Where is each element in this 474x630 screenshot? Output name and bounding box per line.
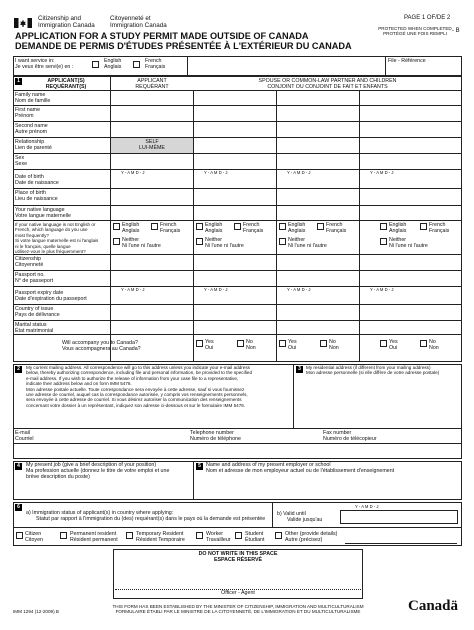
status-other-details-field[interactable] bbox=[345, 530, 457, 544]
lang-english-checkbox-3[interactable] bbox=[279, 223, 286, 230]
accompany-no-label-3: No Non bbox=[429, 339, 439, 352]
lang-neither-label-3: Neither Ni l'une ni l'autre bbox=[288, 237, 327, 250]
marital-status-label: Marital status État matrimonial bbox=[15, 322, 54, 335]
status-student-label: Student Étudiant bbox=[245, 531, 265, 544]
applicant-heading: APPLICANT REQUÉRANT bbox=[135, 78, 169, 91]
citizenship-label: Citizenship Citoyenneté bbox=[15, 256, 44, 269]
accompany-no-checkbox-3[interactable] bbox=[420, 340, 427, 347]
family-name-label: Family name Nom de famille bbox=[15, 92, 51, 105]
employer-field[interactable] bbox=[206, 476, 458, 498]
section6-number: 6 bbox=[15, 504, 22, 511]
lang-english-label-1: English Anglais bbox=[122, 222, 140, 235]
accompany-no-checkbox-2[interactable] bbox=[320, 340, 327, 347]
present-job-label: My present job (give a brief description of your position) Ma profession actuelle (donnez le titre de votre emploi et une brève description du poste) bbox=[26, 462, 170, 481]
french-service-label: French Français bbox=[145, 58, 166, 71]
status-worker-checkbox[interactable] bbox=[196, 532, 203, 539]
lang-french-checkbox-1[interactable] bbox=[151, 223, 158, 230]
fax-label: Fax number Numéro de télécopieur bbox=[323, 430, 377, 443]
protected-notice: PROTECTED WHEN COMPLETED PROTÉGÉ UNE FOIS REMPLI bbox=[378, 26, 452, 37]
applicants-heading: APPLICANT(S) REQUÉRANT(S) bbox=[45, 78, 87, 91]
lang-french-checkbox-3[interactable] bbox=[317, 223, 324, 230]
accompany-yes-label-2: Yes Oui bbox=[288, 339, 297, 352]
first-name-label: First name Prénom bbox=[15, 107, 41, 120]
lang-french-label-3: French Français bbox=[326, 222, 347, 235]
org-fr: Citoyenneté et Immigration Canada bbox=[110, 15, 167, 29]
lang-neither-checkbox-1[interactable] bbox=[113, 238, 120, 245]
lang-english-label-3: English Anglais bbox=[288, 222, 306, 235]
status-permanent-checkbox[interactable] bbox=[60, 532, 67, 539]
accompany-no-checkbox-1[interactable] bbox=[237, 340, 244, 347]
status-other-label: Other (provide details) Autre (précisez) bbox=[285, 531, 338, 544]
dob-ymd-1: Y - A M D - J bbox=[121, 170, 145, 175]
status-worker-label: Worker Travailleur bbox=[206, 531, 231, 544]
status-permanent-label: Permanent resident Résident permanent bbox=[70, 531, 118, 544]
service-label: I want service in: Je veux être servi(e) en : bbox=[15, 58, 74, 71]
section2-number: 2 bbox=[15, 366, 22, 373]
lang-english-checkbox-4[interactable] bbox=[380, 223, 387, 230]
protected-suffix: - B bbox=[452, 28, 460, 34]
footer-legal: THIS FORM HAS BEEN ESTABLISHED BY THE MINISTER OF CITIZENSHIP, IMMIGRATION AND MULTICULTURALISM FORMULAIRE ÉTABLI PAR LE MINISTRE DE LA CITOYENNETÉ, DE L'IMMIGRATION ET DU MULTICULTURALISME bbox=[112, 604, 364, 615]
lang-french-label-1: French Français bbox=[160, 222, 181, 235]
lang-french-label-2: French Français bbox=[243, 222, 264, 235]
lang-french-label-4: French Français bbox=[429, 222, 450, 235]
language-question: If your native language is not English or French, which language do you use most frequently? Si votre langue maternelle est ni l'anglais ni le français, quelle langue utilisez-vous le plus fréquemment? bbox=[15, 222, 99, 255]
expiry-ymd-4: Y - A M D - J bbox=[370, 287, 394, 292]
dob-ymd-4: Y - A M D - J bbox=[370, 170, 394, 175]
section1-number: 1 bbox=[15, 78, 22, 85]
place-of-birth-label: Place of birth Lieu de naissance bbox=[15, 190, 58, 203]
expiry-ymd-1: Y - A M D - J bbox=[121, 287, 145, 292]
status-temporary-label: Temporary Resident Résident Temporaire bbox=[136, 531, 185, 544]
canada-flag-icon bbox=[14, 15, 32, 25]
expiry-ymd-3: Y - A M D - J bbox=[287, 287, 311, 292]
officer-label: Officer - Agent bbox=[221, 590, 255, 596]
english-service-checkbox[interactable] bbox=[92, 61, 99, 68]
dob-ymd-2: Y - A M D - J bbox=[204, 170, 228, 175]
do-not-write-label: DO NOT WRITE IN THIS SPACE ESPACE RÉSERVÉ bbox=[198, 551, 278, 564]
lang-neither-checkbox-2[interactable] bbox=[196, 238, 203, 245]
service-office-field[interactable] bbox=[190, 58, 380, 74]
expiry-ymd-2: Y - A M D - J bbox=[204, 287, 228, 292]
section5-number: 5 bbox=[196, 463, 203, 470]
lang-english-checkbox-2[interactable] bbox=[196, 223, 203, 230]
email-label: E-mail Courriel bbox=[15, 430, 34, 443]
form-title: APPLICATION FOR A STUDY PERMIT MADE OUTSIDE OF CANADA DEMANDE DE PERMIS D'ÉTUDES PRÉSENTÉE À L'EXTÉRIEUR DU CANADA bbox=[15, 31, 352, 51]
valid-until-label: b) Valid until Valide jusqu'au bbox=[277, 511, 323, 524]
accompany-yes-checkbox-1[interactable] bbox=[196, 340, 203, 347]
immigration-status-label: a) Immigration status of applicant(s) in country where applying: Statut par rapport à l'immigration du (des) requérant(s) dans le pays où la demande est présentée bbox=[26, 510, 266, 523]
employer-label: Name and address of my present employer or school Nom et adresse de mon employeur actuel ou de l'établissement d'enseignement bbox=[206, 462, 395, 475]
file-reference-label: File - Référence bbox=[388, 58, 426, 64]
passport-number-label: Passport no. N° de passeport bbox=[15, 272, 54, 285]
accompany-yes-checkbox-3[interactable] bbox=[380, 340, 387, 347]
status-student-checkbox[interactable] bbox=[235, 532, 242, 539]
org-en: Citizenship and Immigration Canada bbox=[38, 15, 95, 29]
lang-english-label-4: English Anglais bbox=[389, 222, 407, 235]
status-temporary-checkbox[interactable] bbox=[126, 532, 133, 539]
status-citizen-label: Citizen Citoyen bbox=[25, 531, 43, 544]
self-label: SELF LUI-MÊME bbox=[139, 139, 165, 152]
spouse-heading: SPOUSE OR COMMON-LAW PARTNER AND CHILDREN CONJOINT OU CONJOINT DE FAIT ET ENFANTS bbox=[258, 78, 397, 91]
lang-neither-checkbox-4[interactable] bbox=[380, 238, 387, 245]
fax-field[interactable] bbox=[388, 431, 458, 443]
residential-address-label: My residential address (if different from your mailing address) Mon adresse personnelle (si elle diffère de votre adresse postale) bbox=[306, 365, 440, 376]
accompany-yes-checkbox-2[interactable] bbox=[279, 340, 286, 347]
residential-address-field[interactable] bbox=[296, 380, 459, 426]
passport-expiry-label: Passport expiry date Date d'expiration du passeport bbox=[15, 290, 87, 303]
status-citizen-checkbox[interactable] bbox=[16, 532, 23, 539]
lang-english-checkbox-1[interactable] bbox=[113, 223, 120, 230]
french-service-checkbox[interactable] bbox=[133, 61, 140, 68]
mailing-address-instructions: My current mailing address. All correspondence will go to this address unless you indicate your e-mail address below, thereby authorizing correspondence, including file and personal information, be provided to the specified e-mail address. If you wish to authorize the release of information from your case file to a representative, indicate their address below and on form IMM 5476. Mon adresse postale actuelle. Toute correspondance sera envoyée à cette adresse, sauf si vous fournissez une adresse de courriel, auquel cas la correspondance autorisée, y compris vos renseignements personnels, sera envoyée à cette adresse de courriel. Si vous désirez autoriser la communication des renseignements concernant votre dossier à un représentant, indiquez son adresse ci-dessous et sur le formulaire IMM 5476. bbox=[26, 365, 253, 408]
country-of-issue-label: Country of issue Pays de délivrance bbox=[15, 306, 60, 319]
lang-english-label-2: English Anglais bbox=[205, 222, 223, 235]
native-language-label: Your native language Votre langue maternelle bbox=[15, 207, 71, 220]
canada-wordmark: Canadä bbox=[408, 598, 459, 614]
lang-neither-checkbox-3[interactable] bbox=[279, 238, 286, 245]
lang-neither-label-4: Neither Ni l'une ni l'autre bbox=[389, 237, 428, 250]
sex-label: Sex Sexe bbox=[15, 155, 28, 168]
accompany-no-label-1: No Non bbox=[246, 339, 256, 352]
email-field[interactable] bbox=[40, 431, 180, 443]
english-service-label: English Anglais bbox=[104, 58, 122, 71]
accompany-yes-label-1: Yes Oui bbox=[205, 339, 214, 352]
valid-until-ymd: Y - A M D - J bbox=[355, 504, 379, 509]
lang-french-checkbox-4[interactable] bbox=[420, 223, 427, 230]
date-of-birth-label: Date of birth Date de naissance bbox=[15, 174, 59, 187]
lang-neither-label-2: Neither Ni l'une ni l'autre bbox=[205, 237, 244, 250]
second-name-label: Second name Autre prénom bbox=[15, 123, 48, 136]
telephone-label: Telephone number Numéro de téléphone bbox=[190, 430, 241, 443]
dob-ymd-3: Y - A M D - J bbox=[287, 170, 311, 175]
status-other-checkbox[interactable] bbox=[275, 532, 282, 539]
valid-until-field[interactable] bbox=[340, 510, 458, 524]
lang-french-checkbox-2[interactable] bbox=[234, 223, 241, 230]
page-number: PAGE 1 OF/DE 2 bbox=[404, 15, 451, 21]
accompany-question: Will accompany you to Canada? Vous accompagnera au Canada? bbox=[62, 340, 141, 353]
section4-number: 4 bbox=[15, 463, 22, 470]
form-number: IMM 1294 (12-2009) B bbox=[13, 609, 59, 614]
lang-neither-label-1: Neither Ni l'une ni l'autre bbox=[122, 237, 161, 250]
relationship-label: Relationship Lien de parenté bbox=[15, 139, 52, 152]
section3-number: 3 bbox=[296, 366, 303, 373]
accompany-no-label-2: No Non bbox=[329, 339, 339, 352]
telephone-field[interactable] bbox=[246, 431, 316, 443]
accompany-yes-label-3: Yes Oui bbox=[389, 339, 398, 352]
